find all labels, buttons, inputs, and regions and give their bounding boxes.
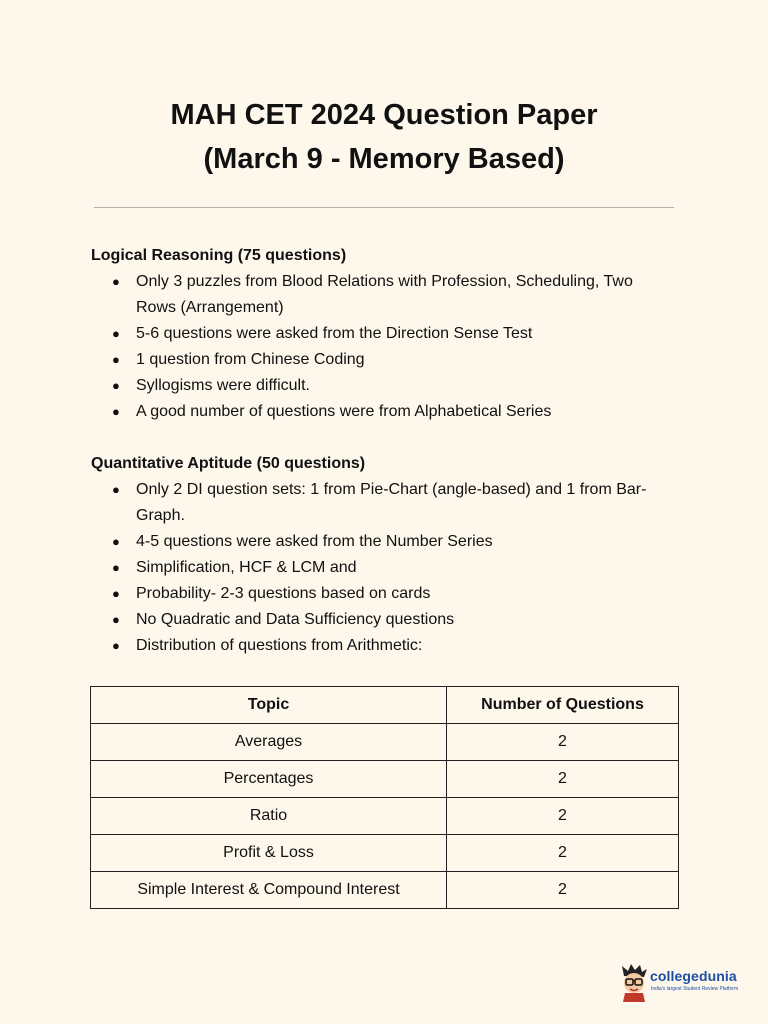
arithmetic-distribution-table (90, 686, 679, 909)
list-item: ● 1 question from Chinese Coding (91, 347, 691, 373)
topic-cell: Simple Interest & Compound Interest (91, 872, 447, 909)
column-header-topic: Topic (91, 687, 447, 724)
count-cell: 2 (447, 872, 679, 909)
section-heading: Logical Reasoning (75 questions) (91, 247, 347, 264)
logo-brand-text: collegedunia (650, 968, 737, 984)
list-item: ● No Quadratic and Data Sufficiency questions (91, 607, 691, 633)
divider (94, 207, 674, 208)
list-item: ● 4-5 questions were asked from the Number Series (91, 529, 691, 555)
count-cell: 2 (447, 724, 679, 761)
mascot-icon (618, 962, 650, 1002)
table-row (91, 835, 679, 872)
list-item: ● Distribution of questions from Arithmetic: (91, 633, 691, 659)
topic-cell: Percentages (91, 761, 447, 798)
list-item: ● Simplification, HCF & LCM and (91, 555, 691, 581)
list-item: ● A good number of questions were from Alphabetical Series (91, 399, 691, 425)
bullet-list (91, 477, 691, 659)
count-cell: 2 (447, 835, 679, 872)
table-header-row (91, 687, 679, 724)
column-header-count: Number of Questions (447, 687, 679, 724)
list-item: ● 5-6 questions were asked from the Direction Sense Test (91, 321, 691, 347)
logical-reasoning-section (91, 243, 691, 425)
list-item: ● Only 2 DI question sets: 1 from Pie-Chart (angle-based) and 1 from Bar-Graph. (91, 477, 676, 529)
topic-cell: Profit & Loss (91, 835, 447, 872)
title-line-2: (March 9 - Memory Based) (203, 143, 565, 175)
count-cell: 2 (447, 798, 679, 835)
topic-cell: Averages (91, 724, 447, 761)
list-item: ● Only 3 puzzles from Blood Relations with Profession, Scheduling, Two Rows (Arrangement) (91, 269, 656, 321)
table-row (91, 872, 679, 909)
section-heading: Quantitative Aptitude (50 questions) (91, 455, 366, 472)
quantitative-aptitude-section (91, 451, 691, 659)
title-line-1: MAH CET 2024 Question Paper (170, 99, 598, 131)
count-cell: 2 (447, 761, 679, 798)
table-row (91, 798, 679, 835)
list-item: ● Probability- 2-3 questions based on cards (91, 581, 691, 607)
bullet-list (91, 269, 691, 425)
list-item: ● Syllogisms were difficult. (91, 373, 691, 399)
table-row (91, 724, 679, 761)
topic-cell: Ratio (91, 798, 447, 835)
collegedunia-logo (618, 962, 758, 1002)
logo-tagline: India's largest Student Review Platform (651, 986, 739, 992)
table-row (91, 761, 679, 798)
page-title (0, 93, 768, 181)
